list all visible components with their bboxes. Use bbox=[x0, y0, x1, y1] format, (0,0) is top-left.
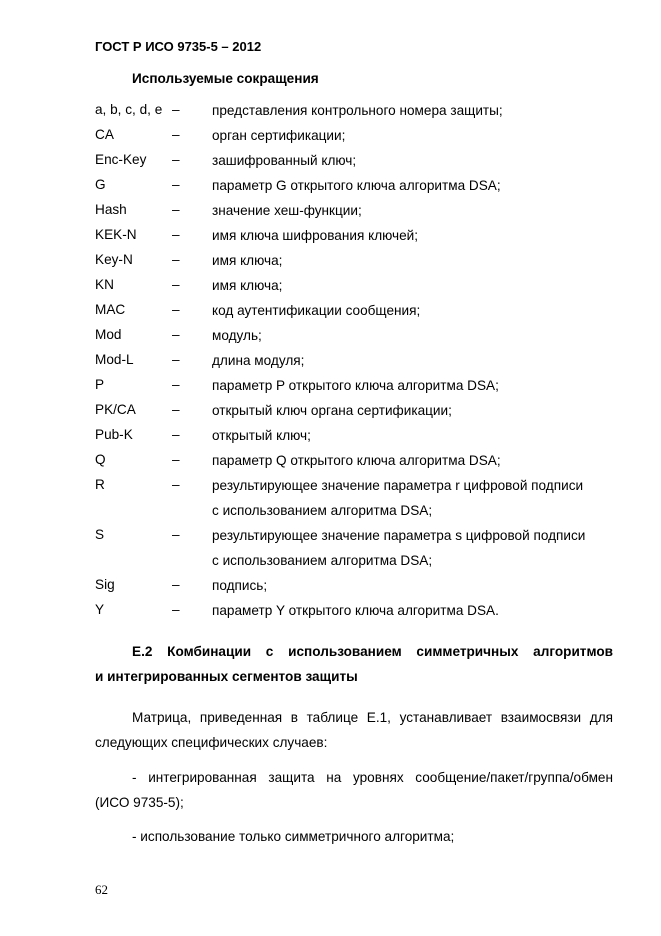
abbreviation-dash: – bbox=[172, 327, 180, 342]
abbreviation-definition bbox=[212, 423, 617, 448]
abbreviation-definition bbox=[212, 148, 617, 173]
section-e2-heading bbox=[95, 639, 613, 689]
abbreviation-definition bbox=[212, 198, 617, 223]
abbreviation-dash: – bbox=[172, 302, 180, 317]
abbreviation-definition-line: открытый ключ органа сертификации; bbox=[212, 402, 452, 418]
abbreviation-row bbox=[95, 601, 615, 626]
abbreviation-term: Sig bbox=[95, 577, 115, 592]
abbreviation-definition-line: представления контрольного номера защиты; bbox=[212, 102, 503, 118]
abbreviation-term: KEK-N bbox=[95, 227, 137, 242]
abbreviation-definition-line: параметр Y открытого ключа алгоритма DSA. bbox=[212, 602, 499, 618]
section-e2-heading-line2: и интегрированных сегментов защиты bbox=[95, 669, 358, 684]
abbreviation-term: PK/CA bbox=[95, 402, 136, 417]
abbreviation-dash: – bbox=[172, 577, 180, 592]
abbreviation-definition bbox=[212, 473, 617, 523]
abbreviation-definition-line: результирующее значение параметра r цифровой подписи bbox=[212, 477, 584, 493]
abbreviation-definition-line: значение хеш-функции; bbox=[212, 202, 362, 218]
abbreviation-definition bbox=[212, 573, 617, 598]
abbreviation-dash: – bbox=[172, 602, 180, 617]
abbreviation-dash: – bbox=[172, 277, 180, 292]
abbreviation-dash: – bbox=[172, 377, 180, 392]
abbreviation-dash: – bbox=[172, 152, 180, 167]
abbreviation-definition bbox=[212, 598, 617, 623]
abbreviation-definition-line: код аутентификации сообщения; bbox=[212, 302, 421, 318]
abbreviation-term: Mod bbox=[95, 327, 122, 342]
abbreviation-definition bbox=[212, 248, 617, 273]
abbreviation-term: a, b, c, d, e bbox=[95, 102, 163, 117]
abbreviation-definition-line: подпись; bbox=[212, 577, 268, 593]
abbreviation-dash: – bbox=[172, 477, 180, 492]
abbreviation-dash: – bbox=[172, 252, 180, 267]
abbreviation-term: MAC bbox=[95, 302, 126, 317]
page-number: 62 bbox=[95, 882, 108, 897]
abbreviation-definition bbox=[212, 398, 617, 423]
abbreviation-dash: – bbox=[172, 177, 180, 192]
abbreviation-definition-line: параметр G открытого ключа алгоритма DSA; bbox=[212, 177, 501, 193]
abbreviation-row bbox=[95, 476, 615, 526]
abbreviation-term: CA bbox=[95, 127, 114, 142]
abbreviations-heading: Используемые сокращения bbox=[132, 71, 319, 86]
abbreviation-definition-line: результирующее значение параметра s цифровой подписи bbox=[212, 527, 586, 543]
abbreviation-definition-line: имя ключа; bbox=[212, 277, 283, 293]
abbreviation-dash: – bbox=[172, 402, 180, 417]
abbreviation-definition bbox=[212, 123, 617, 148]
abbreviation-term: Hash bbox=[95, 202, 127, 217]
abbreviation-definition bbox=[212, 98, 617, 123]
abbreviation-term: Y bbox=[95, 602, 105, 617]
abbreviation-definition bbox=[212, 348, 617, 373]
abbreviation-term: Pub-K bbox=[95, 427, 133, 442]
bullet-integrated-security bbox=[95, 765, 613, 815]
abbreviation-term: Enc-Key bbox=[95, 152, 147, 167]
abbreviation-dash: – bbox=[172, 527, 180, 542]
paragraph-matrix-intro-line1: Матрица, приведенная в таблице Е.1, устанавливает взаимосвязи для bbox=[132, 710, 613, 725]
abbreviation-term: Q bbox=[95, 452, 106, 467]
paragraph-matrix-intro bbox=[95, 705, 613, 755]
abbreviation-term: Mod-L bbox=[95, 352, 134, 367]
abbreviation-definition-line: модуль; bbox=[212, 327, 262, 343]
paragraph-matrix-intro-line2: следующих специфических случаев: bbox=[95, 735, 328, 750]
abbreviation-dash: – bbox=[172, 227, 180, 242]
abbreviation-definition-line: орган сертификации; bbox=[212, 127, 346, 143]
abbreviation-row bbox=[95, 526, 615, 576]
bullet-symmetric-only bbox=[95, 824, 613, 849]
bullet-integrated-security-line1: - интегрированная защита на уровнях сообщение/пакет/группа/обмен bbox=[132, 770, 613, 785]
abbreviations-list bbox=[95, 101, 615, 626]
abbreviation-definition bbox=[212, 373, 617, 398]
abbreviation-definition bbox=[212, 298, 617, 323]
abbreviation-dash: – bbox=[172, 352, 180, 367]
abbreviation-term: S bbox=[95, 527, 105, 542]
abbreviation-definition bbox=[212, 273, 617, 298]
abbreviation-definition bbox=[212, 448, 617, 473]
abbreviation-term: KN bbox=[95, 277, 114, 292]
abbreviation-definition-line: с использованием алгоритма DSA; bbox=[212, 552, 433, 568]
abbreviation-term: Key-N bbox=[95, 252, 133, 267]
abbreviation-term: R bbox=[95, 477, 105, 492]
abbreviation-term: P bbox=[95, 377, 105, 392]
abbreviation-definition-line: имя ключа; bbox=[212, 252, 283, 268]
abbreviation-definition-line: зашифрованный ключ; bbox=[212, 152, 357, 168]
abbreviation-definition bbox=[212, 323, 617, 348]
abbreviation-dash: – bbox=[172, 427, 180, 442]
abbreviation-definition-line: длина модуля; bbox=[212, 352, 305, 368]
abbreviation-definition-line: параметр P открытого ключа алгоритма DSA; bbox=[212, 377, 499, 393]
abbreviation-definition-line: открытый ключ; bbox=[212, 427, 311, 443]
abbreviation-dash: – bbox=[172, 202, 180, 217]
abbreviation-dash: – bbox=[172, 452, 180, 467]
section-e2-heading-line1: Е.2 Комбинации с использованием симметричных алгоритмов bbox=[132, 644, 613, 659]
abbreviation-definition bbox=[212, 173, 617, 198]
abbreviation-definition-line: параметр Q открытого ключа алгоритма DSA; bbox=[212, 452, 501, 468]
abbreviation-definition bbox=[212, 223, 617, 248]
abbreviation-definition-line: имя ключа шифрования ключей; bbox=[212, 227, 419, 243]
abbreviation-dash: – bbox=[172, 102, 180, 117]
bullet-integrated-security-line2: (ИСО 9735-5); bbox=[95, 795, 184, 810]
abbreviation-term: G bbox=[95, 177, 106, 192]
abbreviation-definition-line: с использованием алгоритма DSA; bbox=[212, 502, 433, 518]
bullet-symmetric-only-line1: - использование только симметричного алгоритма; bbox=[132, 829, 455, 844]
abbreviation-definition bbox=[212, 523, 617, 573]
document-header: ГОСТ Р ИСО 9735-5 – 2012 bbox=[95, 39, 262, 54]
abbreviation-dash: – bbox=[172, 127, 180, 142]
